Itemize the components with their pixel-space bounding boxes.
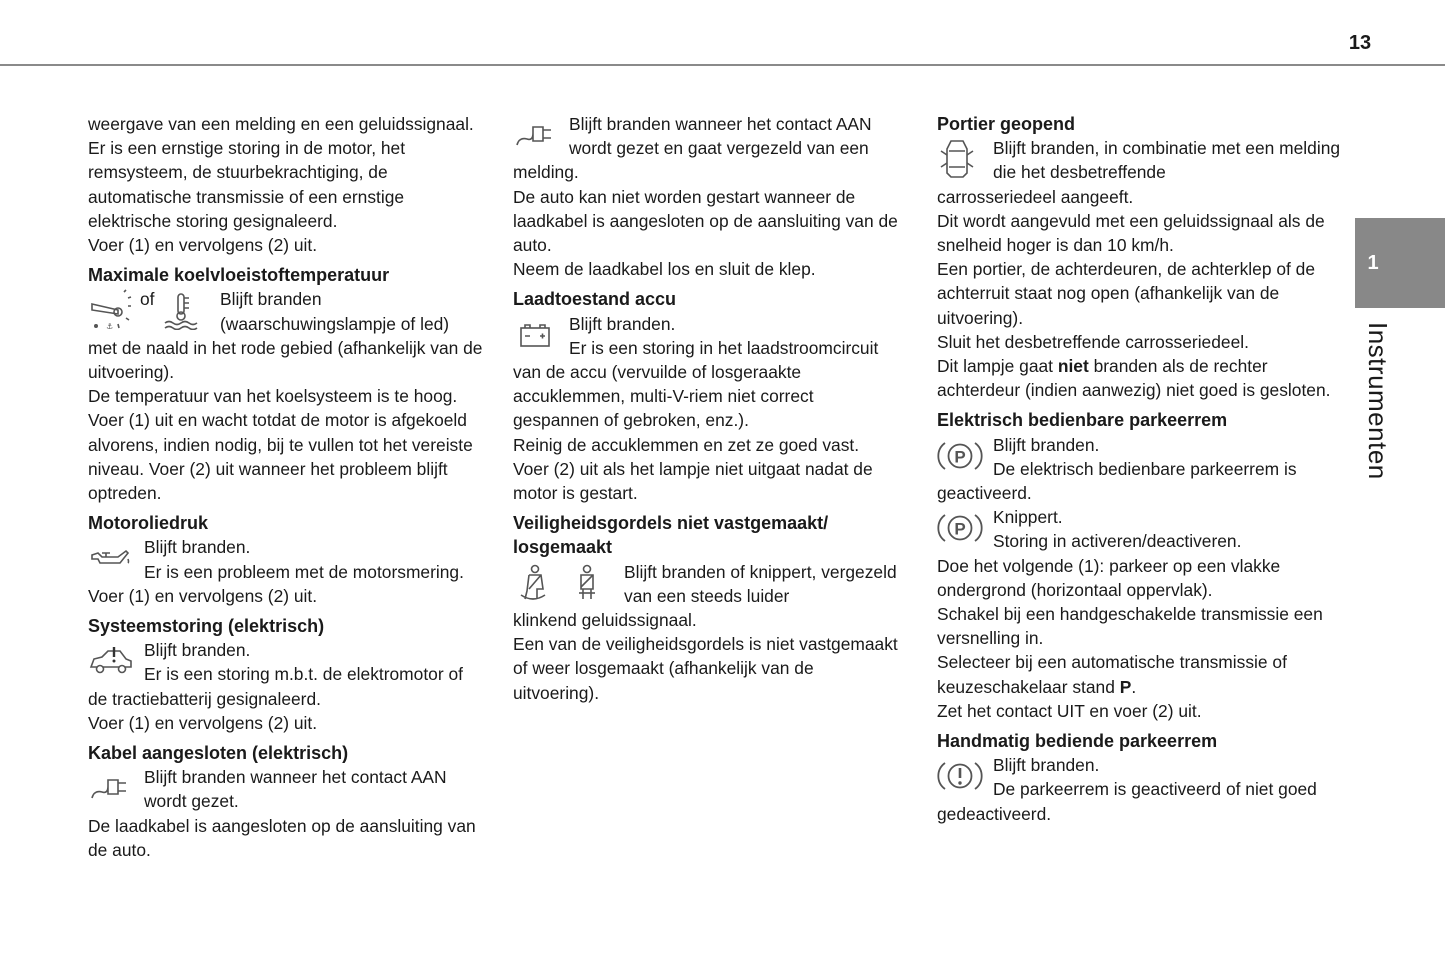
parking-brake-icon	[937, 433, 993, 479]
lamp-description: De elektrisch bedienbare parkeerrem is	[993, 458, 1297, 479]
or-label: of	[140, 289, 155, 310]
paragraph: Zet het contact UIT en voer (2) uit.	[937, 700, 1202, 721]
section-title: Systeemstoring (elektrisch)	[88, 616, 325, 637]
parking-brake-icon	[937, 505, 993, 551]
paragraph: Voer (1) en vervolgens (2) uit.	[88, 712, 318, 733]
lamp-description: De parkeerrem is geactiveerd of niet goed	[993, 779, 1317, 800]
lamp-description: Blijft branden (waarschuwingslampje of led)	[220, 289, 450, 334]
paragraph: Reinig de accuklemmen en zet ze goed vast.	[513, 434, 860, 455]
column-3	[937, 112, 1342, 826]
emphasis: P	[1119, 676, 1132, 697]
lamp-description: Er is een storing in het laadstroomcircuit	[569, 337, 879, 358]
warning-lamp-row	[88, 287, 488, 335]
lamp-description: Blijft branden wanneer het contact AAN wordt gezet en gaat vergezeld van een	[569, 114, 872, 159]
column-1	[88, 112, 488, 862]
emphasis: niet	[1057, 356, 1089, 377]
lamp-description: Er is een storing m.b.t. de elektromotor of	[144, 664, 463, 685]
paragraph: Doe het volgende (1): parkeer op een vlakke ondergrond (horizontaal oppervlak).	[937, 555, 1281, 600]
paragraph: Een portier, de achterdeuren, de achterklep of de achterruit staat nog open (afhankelijk van de uitvoering).	[937, 259, 1316, 328]
warning-lamp-row	[513, 560, 903, 608]
warning-lamp-row	[937, 505, 1342, 553]
paragraph: geactiveerd.	[937, 483, 1032, 504]
paragraph: De laadkabel is aangesloten op de aansluiting van de auto.	[88, 815, 476, 860]
paragraph: Sluit het desbetreffende carrosseriedeel.	[937, 331, 1249, 352]
paragraph	[937, 354, 1342, 402]
page-number: 13	[1348, 32, 1372, 54]
brake-warning-icon	[937, 753, 993, 799]
section-title: Kabel aangesloten (elektrisch)	[88, 743, 349, 764]
paragraph: Dit wordt aangevuld met een geluidssignaal als de snelheid hoger is dan 10 km/h.	[937, 210, 1325, 256]
text-run: .	[1131, 676, 1137, 697]
temperature-gauge-icon	[88, 287, 140, 333]
chapter-label: Instrumenten	[1363, 322, 1393, 480]
warning-lamp-row	[88, 765, 488, 813]
warning-lamp-row	[88, 535, 488, 583]
section-title: Maximale koelvloeistoftemperatuur	[88, 265, 390, 286]
svg-text:P: P	[954, 519, 966, 539]
warning-lamp-row	[513, 112, 903, 160]
paragraph: Voer (1) en vervolgens (2) uit.	[88, 235, 318, 256]
section-title: Portier geopend	[937, 114, 1076, 134]
svg-text:⚓: ⚓	[106, 322, 114, 332]
chapter-number: 1	[1367, 252, 1379, 274]
lamp-description: Blijft branden wanneer het contact AAN wordt gezet.	[144, 767, 447, 812]
warning-lamp-row	[937, 753, 1342, 801]
section-title: Laadtoestand accu	[513, 289, 677, 310]
paragraph: van de accu (vervuilde of losgeraakte accuklemmen, multi-V-riem niet correct gespannen of gebroken, enz.).	[513, 362, 814, 431]
column-2	[513, 112, 903, 705]
paragraph: klinkend geluidssignaal.	[513, 610, 697, 631]
paragraph: carrosseriedeel aangeeft.	[937, 186, 1134, 207]
section-title: Motoroliedruk	[88, 513, 208, 534]
lamp-description: Storing in activeren/deactiveren.	[993, 531, 1242, 552]
section-title: Handmatig bediende parkeerrem	[937, 731, 1218, 752]
electric-system-fault-icon	[88, 638, 144, 684]
paragraph: Er is een ernstige storing in de motor, het remsysteem, de stuurbekrachtiging, de automatische transmissie of een ernstige elektrische storing gesignaleerd.	[88, 138, 406, 231]
charging-cable-icon	[88, 765, 144, 811]
lamp-description: Blijft branden.	[993, 434, 1100, 455]
paragraph: Neem de laadkabel los en sluit de klep.	[513, 259, 816, 280]
paragraph	[937, 650, 1342, 698]
paragraph: De temperatuur van het koelsysteem is te hoog.	[88, 386, 458, 407]
oil-pressure-icon	[88, 535, 144, 581]
section-title: Veiligheidsgordels niet vastgemaakt/ losgemaakt	[513, 513, 829, 558]
text-run: branden als de rechter achterdeur (indien aanwezig) niet goed is gesloten.	[937, 356, 1331, 401]
door-open-icon	[937, 136, 993, 182]
charging-cable-icon	[513, 112, 569, 158]
lamp-description: Blijft branden of knippert, vergezeld van een steeds luider	[624, 561, 897, 606]
paragraph: De auto kan niet worden gestart wanneer de laadkabel is aangesloten op de aansluiting van de auto.	[513, 186, 898, 256]
battery-icon	[513, 312, 569, 358]
text-run: Dit lampje gaat	[937, 356, 1058, 377]
lamp-description: Knippert.	[993, 507, 1063, 528]
warning-lamp-row	[513, 312, 903, 360]
seatbelt-rear-icon	[569, 560, 624, 606]
paragraph: Voer (1) uit en wacht totdat de motor is afgekoeld alvorens, indien nodig, bij te vullen tot het vereiste niveau. Voer (2) uit wanneer het probleem blijft optreden.	[88, 410, 473, 504]
paragraph: Voer (2) uit als het lampje niet uitgaat nadat de motor is gestart.	[513, 458, 873, 504]
warning-lamp-row	[88, 638, 488, 686]
paragraph: Voer (1) en vervolgens (2) uit.	[88, 585, 318, 606]
lamp-description: Blijft branden, in combinatie met een melding die het desbetreffende	[993, 138, 1341, 183]
section-title: Elektrisch bedienbare parkeerrem	[937, 410, 1228, 431]
header-rule	[0, 64, 1445, 66]
svg-text:P: P	[954, 447, 966, 467]
chapter-tab[interactable]	[1355, 218, 1445, 308]
lamp-description: Blijft branden.	[569, 313, 676, 334]
warning-lamp-row	[937, 136, 1342, 184]
paragraph: met de naald in het rode gebied (afhankelijk van de uitvoering).	[88, 337, 483, 383]
paragraph: Een van de veiligheidsgordels is niet vastgemaakt of weer losgemaakt (afhankelijk van de uitvoering).	[513, 634, 898, 703]
text-run: Selecteer bij een automatische transmissie of keuzeschakelaar stand	[937, 652, 1287, 697]
paragraph: melding.	[513, 162, 579, 183]
warning-lamp-row	[937, 433, 1342, 481]
paragraph: de tractiebatterij gesignaleerd.	[88, 688, 321, 709]
lamp-description: Er is een probleem met de motorsmering.	[144, 561, 464, 582]
paragraph: gedeactiveerd.	[937, 803, 1052, 824]
lamp-description: Blijft branden.	[993, 755, 1100, 776]
paragraph: Schakel bij een handgeschakelde transmissie een versnelling in.	[937, 604, 1323, 649]
lamp-description: Blijft branden.	[144, 537, 251, 558]
lamp-description: Blijft branden.	[144, 640, 251, 661]
paragraph: weergave van een melding en een geluidssignaal.	[88, 114, 474, 134]
seatbelt-front-icon	[513, 560, 569, 606]
